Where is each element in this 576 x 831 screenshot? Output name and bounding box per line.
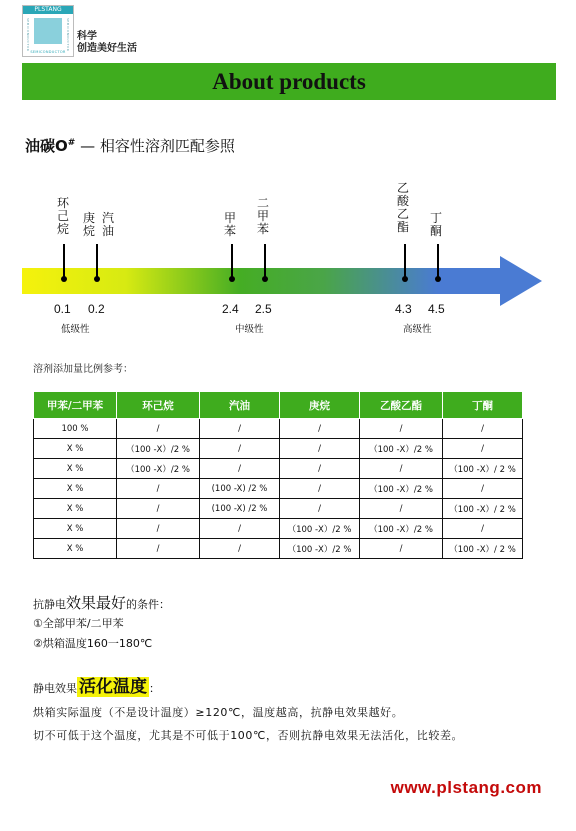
table-cell: / <box>360 459 443 479</box>
product-name: 油碳O <box>25 137 68 155</box>
table-cell: X % <box>34 459 117 479</box>
table-row <box>34 419 523 439</box>
table-cell: / <box>200 519 280 539</box>
pin-toluene <box>231 244 233 278</box>
table-cell: （100 -X）/ 2 % <box>443 459 523 479</box>
pin-ethyl-acetate <box>404 244 406 278</box>
table-cell: / <box>280 459 360 479</box>
table-row <box>34 539 523 559</box>
table-header: 乙酸乙酯 <box>360 392 443 419</box>
activation-title <box>33 672 160 697</box>
logo-side-text-left: SEMICONDUCTOR <box>26 18 30 52</box>
table-row <box>34 499 523 519</box>
table-cell: / <box>117 419 200 439</box>
solvent-label-ethyl-acetate: 乙酸乙酯 <box>396 181 409 234</box>
table-cell: / <box>117 519 200 539</box>
section-heading <box>25 135 235 156</box>
table-cell: / <box>280 419 360 439</box>
conditions-title <box>33 592 170 613</box>
pin-heptane <box>96 244 98 278</box>
table-cell: / <box>360 419 443 439</box>
pin-dot-cyclohexane <box>61 276 67 282</box>
polarity-low-label: 低级性 <box>61 324 90 335</box>
table-header: 汽油 <box>200 392 280 419</box>
activation-prefix: 静电效果 <box>33 682 77 695</box>
table-cell: / <box>200 459 280 479</box>
activation-line-2: 切不可低于这个温度，尤其是不可低于100℃，否则抗静电效果无法活化，比较差。 <box>33 729 464 742</box>
table-header: 丁酮 <box>443 392 523 419</box>
table-cell: / <box>117 539 200 559</box>
table-cell: （100 -X）/2 % <box>360 519 443 539</box>
pin-cyclohexane <box>63 244 65 278</box>
product-sup: # <box>67 138 76 148</box>
table-cell: （100 -X）/2 % <box>117 439 200 459</box>
pin-dot-butanone <box>435 276 441 282</box>
table-cell: / <box>200 419 280 439</box>
table-cell: / <box>200 539 280 559</box>
table-cell: / <box>443 419 523 439</box>
conditions-big: 效果最好 <box>66 594 127 612</box>
solvent-label-toluene: 甲苯 <box>223 211 236 238</box>
polarity-arrow <box>22 256 542 306</box>
table-cell: X % <box>34 439 117 459</box>
table-cell: (100 -X) /2 % <box>200 499 280 519</box>
solvent-label-xylene: 二甲苯 <box>256 196 269 236</box>
value-xylene: 2.5 <box>255 302 272 316</box>
pin-butanone <box>437 244 439 278</box>
table-cell: (100 -X) /2 % <box>200 479 280 499</box>
value-cyclohexane: 0.1 <box>54 302 71 316</box>
table-cell: / <box>360 539 443 559</box>
table-cell: / <box>280 499 360 519</box>
table-row <box>34 459 523 479</box>
table-cell: （100 -X）/ 2 % <box>443 539 523 559</box>
table-cell: / <box>200 439 280 459</box>
solvent-label-gasoline: 汽油 <box>101 211 114 238</box>
activation-highlight: 活化温度 <box>79 677 147 697</box>
table-cell: （100 -X）/2 % <box>360 479 443 499</box>
table-cell: （100 -X）/2 % <box>117 459 200 479</box>
page-title: About products <box>212 68 366 94</box>
website-link[interactable]: www.plstang.com <box>390 778 542 797</box>
table-cell: / <box>280 479 360 499</box>
solvent-label-heptane: 庚烷 <box>82 211 95 238</box>
condition-item-1: ①全部甲苯/二甲苯 <box>33 617 124 630</box>
value-toluene: 2.4 <box>222 302 239 316</box>
heading-rest: — 相容性溶剂匹配参照 <box>75 137 235 155</box>
slogan-line-1: 科学 <box>77 31 97 42</box>
table-cell: （100 -X）/2 % <box>360 439 443 459</box>
pin-dot-xylene <box>262 276 268 282</box>
table-cell: / <box>443 439 523 459</box>
table-header: 甲苯/二甲苯 <box>34 392 117 419</box>
table-cell: 100 % <box>34 419 117 439</box>
pin-xylene <box>264 244 266 278</box>
company-logo <box>22 5 74 57</box>
table-cell: / <box>280 439 360 459</box>
value-heptane: 0.2 <box>88 302 105 316</box>
solvent-ratio-table <box>33 391 523 559</box>
table-cell: / <box>117 499 200 519</box>
logo-brand: PLSTANG <box>23 6 73 14</box>
pin-dot-ethyl-acetate <box>402 276 408 282</box>
table-header-row <box>34 392 523 419</box>
conditions-prefix: 抗静电 <box>33 598 66 611</box>
logo-side-text-right: SEMICONDUCTOR <box>66 18 70 52</box>
pin-dot-toluene <box>229 276 235 282</box>
table-row <box>34 519 523 539</box>
condition-item-2: ②烘箱温度160一180℃ <box>33 637 153 650</box>
value-ethyl-acetate: 4.3 <box>395 302 412 316</box>
table-cell: / <box>443 479 523 499</box>
table-cell: （100 -X）/ 2 % <box>443 499 523 519</box>
table-cell: X % <box>34 479 117 499</box>
polarity-mid-label: 中级性 <box>235 324 264 335</box>
table-cell: （100 -X）/2 % <box>280 539 360 559</box>
table-row <box>34 479 523 499</box>
solvent-label-butanone: 丁酮 <box>429 211 442 238</box>
pin-dot-heptane <box>94 276 100 282</box>
title-bar <box>22 63 556 100</box>
table-cell: X % <box>34 519 117 539</box>
logo-emblem <box>34 18 62 44</box>
table-cell: X % <box>34 539 117 559</box>
logo-bottom-text: SEMICONDUCTOR <box>30 50 66 54</box>
slogan-line-2: 创造美好生活 <box>77 43 137 54</box>
table-header: 环己烷 <box>117 392 200 419</box>
table-header: 庚烷 <box>280 392 360 419</box>
slogan <box>77 31 137 55</box>
activation-line-1: 烘箱实际温度（不是设计温度）≥120℃，温度越高，抗静电效果越好。 <box>33 706 404 719</box>
solvent-label-cyclohexane: 环己烷 <box>56 196 69 236</box>
polarity-high-label: 高级性 <box>403 324 432 335</box>
table-cell: / <box>360 499 443 519</box>
ratio-title: 溶剂添加量比例参考： <box>33 364 133 375</box>
activation-colon: ： <box>149 682 160 695</box>
table-cell: / <box>117 479 200 499</box>
table-cell: / <box>443 519 523 539</box>
table-cell: （100 -X）/2 % <box>280 519 360 539</box>
conditions-suffix: 的条件： <box>126 598 171 611</box>
table-row <box>34 439 523 459</box>
table-cell: X % <box>34 499 117 519</box>
value-butanone: 4.5 <box>428 302 445 316</box>
